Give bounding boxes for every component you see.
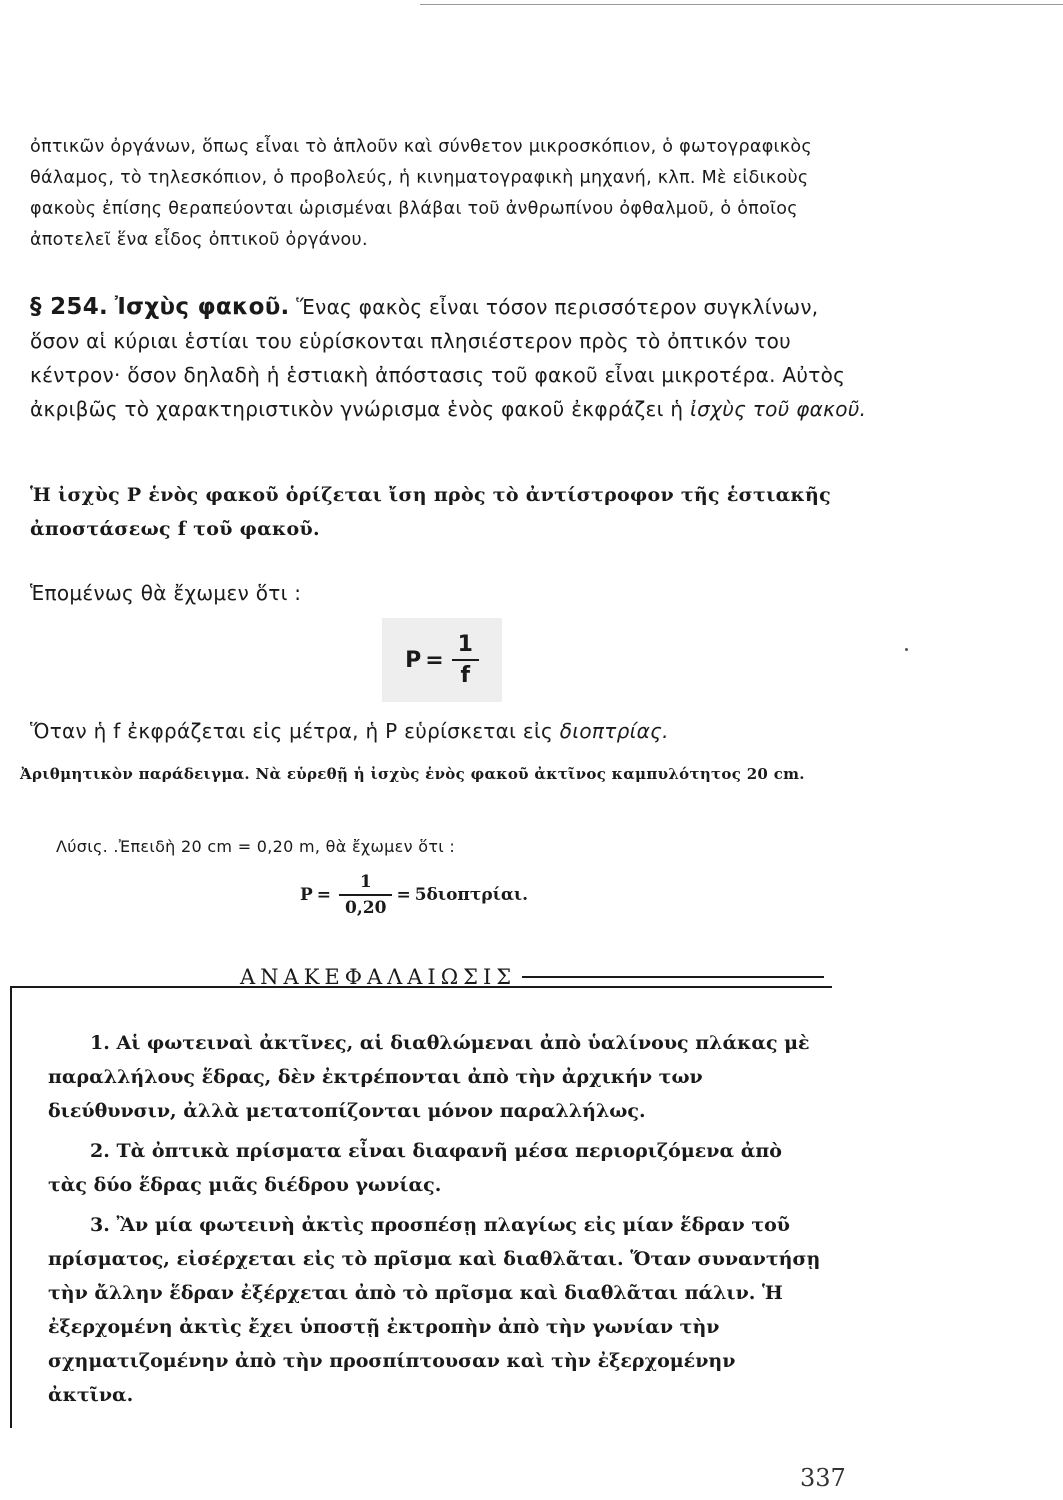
summary-item-2: 2. Τὰ ὀπτικὰ πρίσματα εἶναι διαφανῆ μέσα περιοριζόμενα ἀπὸ τὰς δύο ἕδρας μιᾶς διέδρου γωνίας. — [48, 1140, 782, 1196]
section-254 — [30, 290, 870, 426]
formula2-result: 5διοπτρίαι. — [414, 885, 529, 905]
section-title: Ἰσχὺς φακοῦ. — [114, 294, 290, 320]
formula-denominator: f — [460, 663, 471, 688]
summary-heading-rule — [522, 976, 824, 978]
section-text: Ἕνας φακὸς εἶναι τόσον περισσότερον συγκλίνων, ὅσον αἱ κύριαι ἑστίαι του εὑρίσκονται πλησιέστερον πρὸς τὸ ὀπτικόν του κέντρον· ὅσον δηλαδὴ ἡ ἑστιακὴ ἀπόστασις τοῦ φακοῦ εἶναι μικροτέρα. Αὐτὸς ἀκριβῶς τὸ χαρακτηριστικὸν γνώρισμα ἑνὸς φακοῦ ἐκφράζει ἡ — [30, 295, 846, 421]
formula-numerator: 1 — [457, 632, 473, 657]
page-number: 337 — [800, 1464, 846, 1492]
example-paragraph: Ἀριθμητικὸν παράδειγμα. Νὰ εὑρεθῇ ἡ ἰσχὺς ἑνὸς φακοῦ ἀκτῖνος καμπυλότητος 20 cm. — [20, 765, 805, 783]
therefore-line: Ἑπομένως θὰ ἔχωμεν ὅτι : — [30, 581, 302, 605]
formula-equals: = — [425, 647, 444, 673]
scan-speck — [905, 648, 908, 651]
formula2-denominator: 0,20 — [345, 898, 387, 918]
formula-lhs: P — [405, 647, 422, 673]
summary-item-1: 1. Αἱ φωτειναὶ ἀκτῖνες, αἱ διαθλώμεναι ἀπὸ ὑαλίνους πλάκας μὲ παραλλήλους ἕδρας, δὲν ἐκτρέπονται ἀπὸ τὴν ἀρχικήν των διεύθυνσιν, ἀλλὰ μετατοπίζονται μόνον παραλλήλως. — [48, 1032, 810, 1122]
definition-paragraph: Ἡ ἰσχὺς P ἑνὸς φακοῦ ὁρίζεται ἴση πρὸς τὸ ἀντίστροφον τῆς ἑστιακῆς ἀποστάσεως f τοῦ φακοῦ. — [30, 484, 832, 540]
fraction-bar-2 — [339, 894, 392, 896]
units-italic: διοπτρίας. — [559, 719, 669, 743]
section-text-italic: ἰσχὺς τοῦ φακοῦ. — [690, 397, 867, 421]
formula-fraction — [452, 632, 479, 688]
units-paragraph — [30, 716, 870, 746]
intro-paragraph: ὀπτικῶν ὀργάνων, ὅπως εἶναι τὸ ἁπλοῦν καὶ σύνθετον μικροσκόπιον, ὁ φωτογραφικὸς θάλαμος, τὸ τηλεσκόπιον, ὁ προβολεύς, ἡ κινηματογραφικὴ μηχανή, κλπ. Μὲ εἰδικοὺς φακοὺς ἐπίσης θεραπεύονται ὡρισμέναι βλάβαι τοῦ ἀνθρωπίνου ὀφθαλμοῦ, ὁ ὁποῖος ἀποτελεῖ ἕνα εἶδος ὀπτικοῦ ὀργάνου. — [30, 137, 812, 250]
top-rule — [420, 4, 1063, 5]
fraction-bar — [452, 659, 479, 661]
example-formula — [300, 872, 528, 918]
section-number: § 254. — [30, 294, 109, 320]
units-text: Ὅταν ἡ f ἐκφράζεται εἰς μέτρα, ἡ P εὑρίσκεται εἰς — [30, 719, 554, 743]
formula2-fraction — [339, 872, 392, 918]
power-formula — [382, 618, 502, 702]
formula2-equals: = — [316, 885, 332, 905]
formula2-lhs: P — [300, 885, 313, 905]
summary-item-3: 3. Ἂν μία φωτεινὴ ἀκτὶς προσπέσῃ πλαγίως εἰς μίαν ἕδραν τοῦ πρίσματος, εἰσέρχεται εἰς τὸ πρῖσμα καὶ διαθλᾶται. Ὅταν συναντήσῃ τὴν ἄλλην ἕδραν ἐξέρχεται ἀπὸ τὸ πρῖσμα καὶ διαθλᾶται πάλιν. Ἡ ἐξερχομένη ἀκτὶς ἔχει ὑποστῇ ἐκτροπὴν ἀπὸ τὴν γωνίαν τὴν σχηματιζομένην ἀπὸ τὴν προσπίπτουσαν καὶ τὴν ἐξερχομένην ἀκτῖνα. — [48, 1214, 821, 1406]
summary-heading-text: ΑΝΑΚΕΦΑΛΑΙΩΣΙΣ — [240, 965, 517, 989]
formula2-numerator: 1 — [359, 872, 372, 892]
formula2-equals-2: = — [396, 885, 411, 905]
solution-line: Λύσις. .Ἐπειδὴ 20 cm = 0,20 m, θὰ ἔχωμεν ὅτι : — [56, 837, 456, 856]
